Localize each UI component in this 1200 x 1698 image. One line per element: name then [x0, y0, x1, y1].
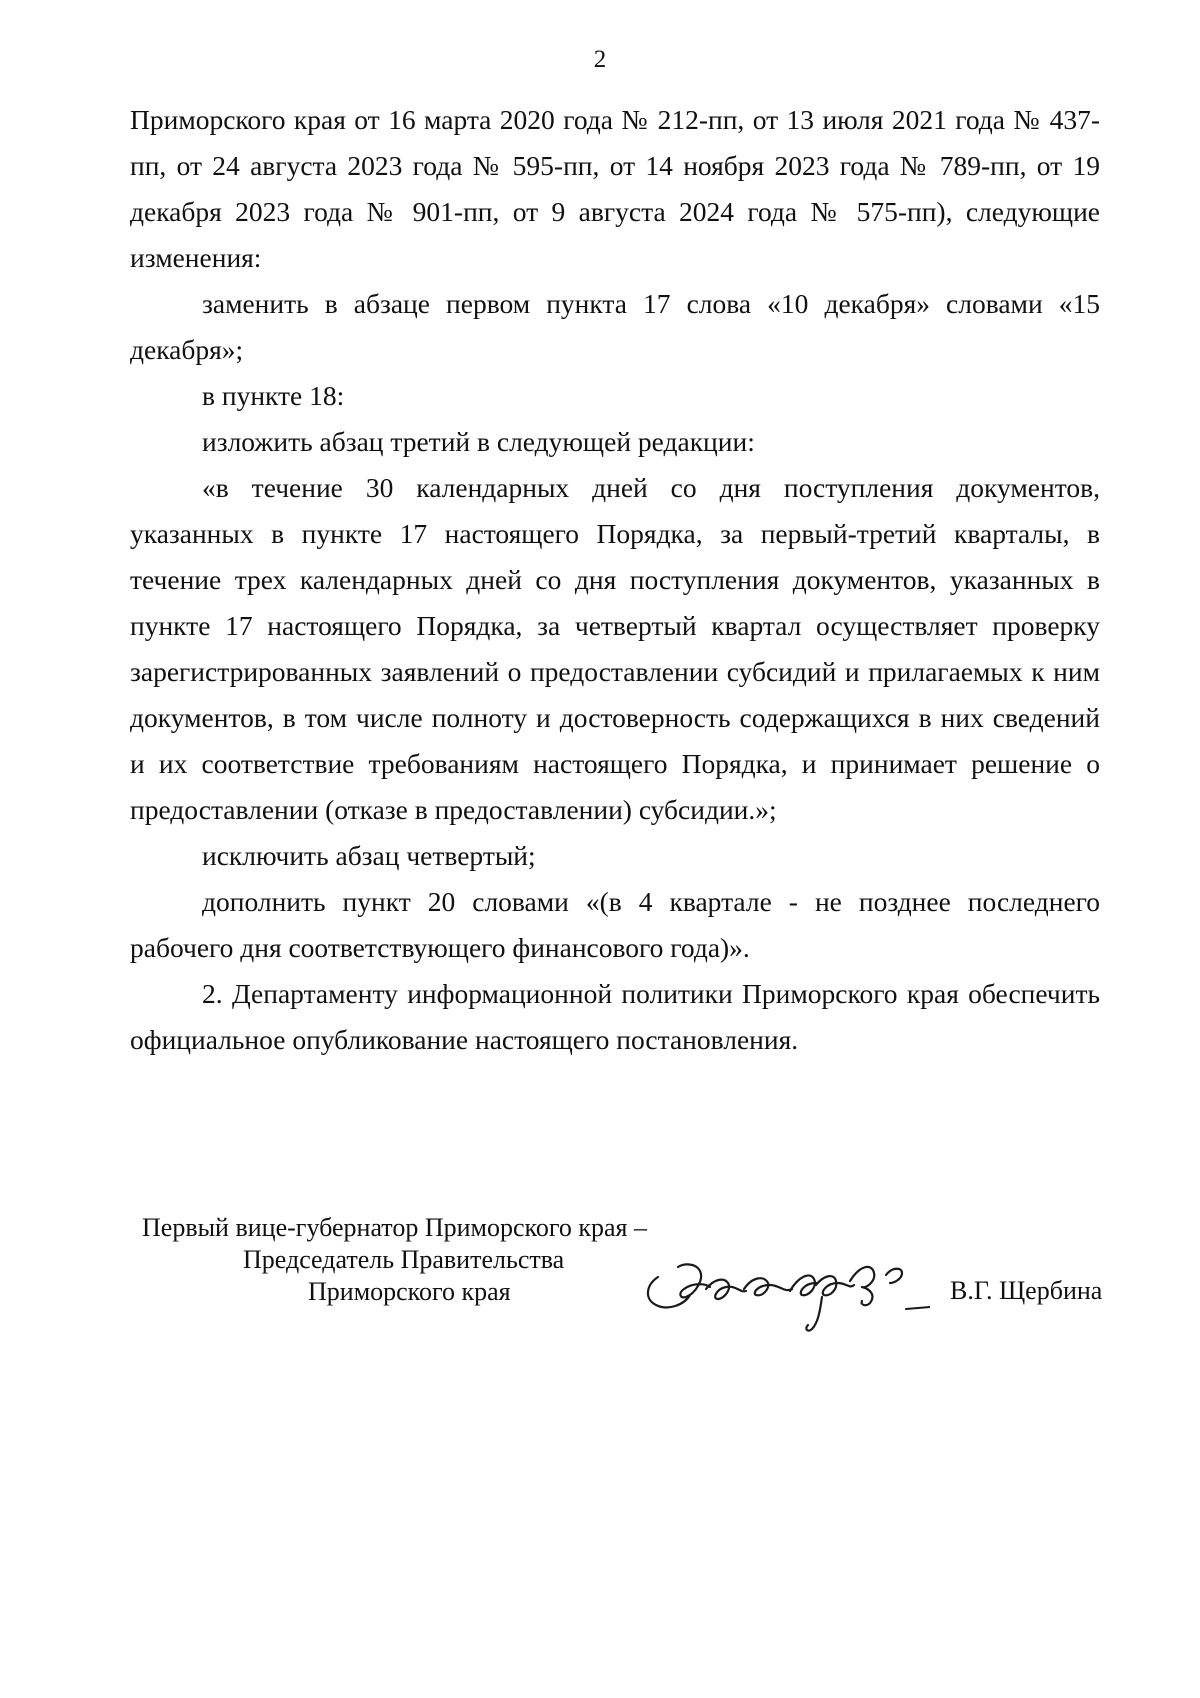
document-body — [130, 97, 1100, 1063]
handwritten-signature — [640, 1237, 930, 1342]
signatory-position-line: Председатель Правительства — [243, 1245, 565, 1274]
page-number: 2 — [593, 46, 607, 73]
paragraph-exclude: исключить абзац четвертый; — [202, 840, 536, 871]
paragraph-point-18: в пункте 18: — [202, 380, 345, 411]
paragraph-quoted-text: «в течение 30 календарных дней со дня поступления документов, указанных в пункте 17 настоящего Порядка, за первый-третий кварталы, в течение трех календарных дней со дня поступления документов, указанных в пункте 17 настоящего Порядка, за четвертый квартал осуществляет проверку зарегистрированных заявлений о предоставлении субсидий и прилагаемых к ним документов, в том числе полноту и достоверность содержащихся в них сведений и их соответствие требованиям настоящего Порядка, и принимает решение о предоставлении (отказе в предоставлении) субсидии.»; — [130, 472, 1100, 825]
signatory-position-line: Приморского края — [308, 1277, 511, 1306]
signatory-position — [142, 1212, 647, 1308]
paragraph-amendment-list: Приморского края от 16 марта 2020 года № 212-пп, от 13 июля 2021 года № 437-пп, от 24 августа 2023 года № 595-пп, от 14 ноября 2023 года № 789-пп, от 19 декабря 2023 года № 901-пп, от 9 августа 2024 года № 575-пп), следующие изменения: — [130, 104, 1100, 273]
signatory-name: В.Г. Щербина — [950, 1276, 1103, 1305]
signatory-position-line: Первый вице-губернатор Приморского края – — [142, 1213, 647, 1242]
paragraph-replace-words: заменить в абзаце первом пункта 17 слова «10 декабря» словами «15 декабря»; — [130, 288, 1100, 365]
paragraph-supplement: дополнить пункт 20 словами «(в 4 квартале - не позднее последнего рабочего дня соответствующего финансового года)». — [130, 886, 1100, 963]
paragraph-new-wording: изложить абзац третий в следующей редакции: — [202, 426, 755, 457]
paragraph-publication: 2. Департаменту информационной политики Приморского края обеспечить официальное опубликование настоящего постановления. — [130, 978, 1100, 1055]
